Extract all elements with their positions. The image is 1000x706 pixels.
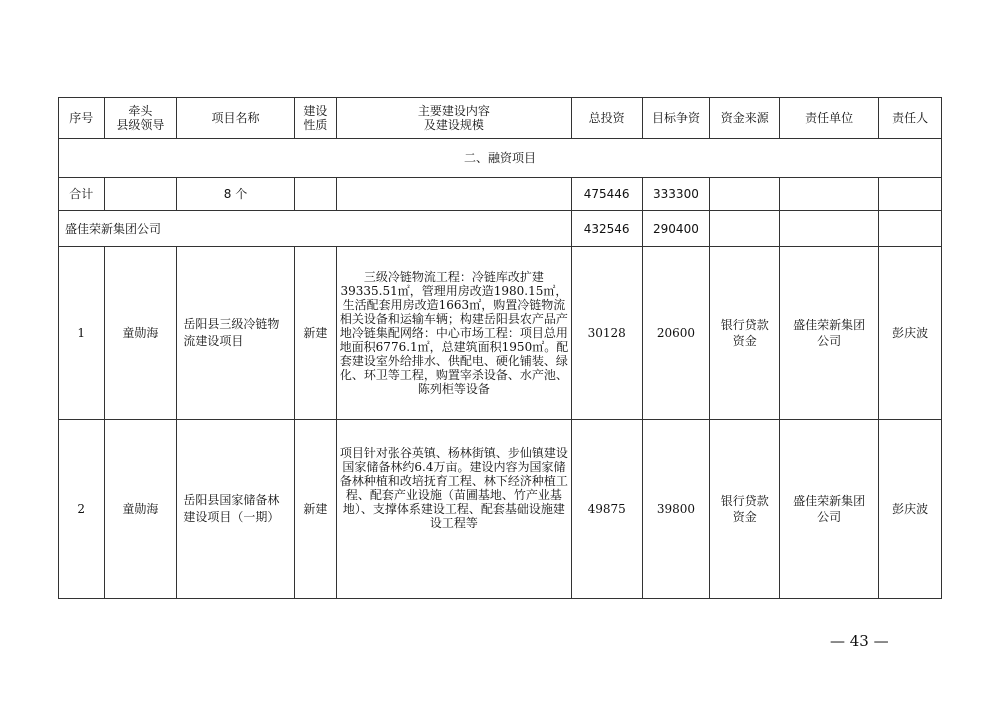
- table-row: [59, 247, 942, 420]
- header-total-investment: 总投资: [571, 98, 642, 139]
- company-total-investment: 432546: [571, 211, 642, 247]
- row-fund-source: 银行贷款资金: [710, 420, 780, 599]
- header-target: 目标争资: [642, 98, 710, 139]
- row-fund-source: 银行贷款资金: [710, 247, 780, 420]
- header-project-name: 项目名称: [177, 98, 294, 139]
- header-responsible-unit: 责任单位: [780, 98, 879, 139]
- total-label: 合计: [59, 178, 105, 211]
- row-responsible-person: 彭庆波: [879, 247, 942, 420]
- row-total-investment: 30128: [571, 247, 642, 420]
- row-responsible-unit: 盛佳荣新集团公司: [780, 420, 879, 599]
- section-row: [59, 139, 942, 178]
- row-seq: 2: [59, 420, 105, 599]
- total-count: 8 个: [177, 178, 294, 211]
- header-row: [59, 98, 942, 139]
- header-seq: 序号: [59, 98, 105, 139]
- total-target: 333300: [642, 178, 710, 211]
- row-seq: 1: [59, 247, 105, 420]
- row-responsible-unit: 盛佳荣新集团公司: [780, 247, 879, 420]
- row-content: 三级冷链物流工程：冷链库改扩建39335.51㎡，管理用房改造1980.15㎡，生活配套用房改造1663㎡，购置冷链物流相关设备和运输车辆；构建岳阳县农产品产地冷链集配网络：中心市场工程：项目总用地面积6776.1㎡，总建筑面积1950㎡。配套建设室外给排水、供配电、硬化铺装、绿化、环卫等工程，购置宰杀设备、水产池、陈列柜等设备: [337, 247, 572, 420]
- total-fund-cell: [710, 178, 780, 211]
- row-responsible-person: 彭庆波: [879, 420, 942, 599]
- header-nature: 建设 性质: [294, 98, 336, 139]
- row-target: 39800: [642, 420, 710, 599]
- row-project-name: 岳阳县三级冷链物流建设项目: [177, 247, 294, 420]
- row-total-investment: 49875: [571, 420, 642, 599]
- table-row: [59, 420, 942, 599]
- row-project-name: 岳阳县国家储备林建设项目（一期）: [177, 420, 294, 599]
- row-nature: 新建: [294, 420, 336, 599]
- company-name: 盛佳荣新集团公司: [59, 211, 572, 247]
- company-row: [59, 211, 942, 247]
- header-responsible-person: 责任人: [879, 98, 942, 139]
- header-fund-source: 资金来源: [710, 98, 780, 139]
- row-nature: 新建: [294, 247, 336, 420]
- section-title: 二、融资项目: [59, 139, 942, 178]
- total-unit-cell: [780, 178, 879, 211]
- total-leader-cell: [104, 178, 177, 211]
- row-leader: 童勋海: [104, 420, 177, 599]
- row-content: 项目针对张谷英镇、杨林街镇、步仙镇建设国家储备林约6.4万亩。建设内容为国家储备林种植和改培抚育工程、林下经济种植工程、配套产业设施（苗圃基地、竹产业基地）、支撑体系建设工程、配套基础设施建设工程等: [337, 420, 572, 599]
- row-target: 20600: [642, 247, 710, 420]
- total-content-cell: [337, 178, 572, 211]
- page-number: — 43 —: [830, 632, 889, 650]
- company-person-cell: [879, 211, 942, 247]
- total-nature-cell: [294, 178, 336, 211]
- header-leader: 牵头 县级领导: [104, 98, 177, 139]
- total-person-cell: [879, 178, 942, 211]
- company-target: 290400: [642, 211, 710, 247]
- company-unit-cell: [780, 211, 879, 247]
- company-fund-cell: [710, 211, 780, 247]
- financing-projects-table: [58, 97, 942, 599]
- total-investment: 475446: [571, 178, 642, 211]
- row-leader: 童勋海: [104, 247, 177, 420]
- header-content: 主要建设内容 及建设规模: [337, 98, 572, 139]
- total-row: [59, 178, 942, 211]
